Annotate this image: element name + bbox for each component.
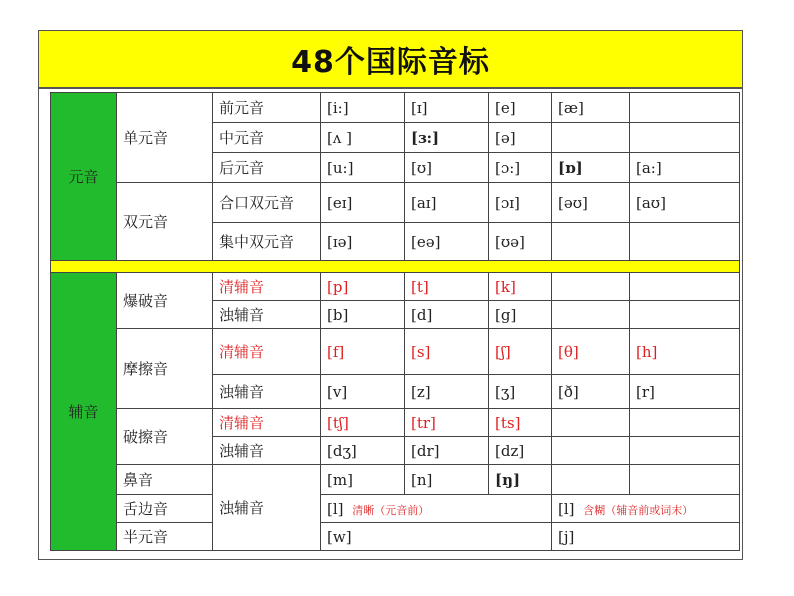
- type-voiced: 浊辅音: [213, 437, 321, 465]
- sound-cell: [æ]: [552, 93, 630, 123]
- sound-lateral-clear: [l]: [327, 499, 344, 518]
- group-fricative: 摩擦音: [117, 329, 213, 409]
- sound-cell: [ɔ:]: [489, 153, 552, 183]
- sound-cell: [630, 93, 740, 123]
- sound-cell: [b]: [321, 301, 405, 329]
- sound-cell: [ŋ]: [489, 465, 552, 495]
- row-fricative-voiceless: [51, 329, 740, 375]
- sound-cell: [eə]: [405, 223, 489, 261]
- row-closing-diphthongs: [51, 183, 740, 223]
- sound-cell: [ɜ:]: [405, 123, 489, 153]
- type-voiceless: 清辅音: [213, 273, 321, 301]
- category-vowels: 元音: [51, 93, 117, 261]
- sound-cell: [552, 465, 630, 495]
- type-front: 前元音: [213, 93, 321, 123]
- sound-cell: [θ]: [552, 329, 630, 375]
- row-nasal: [51, 465, 740, 495]
- sound-cell: [dz]: [489, 437, 552, 465]
- sound-cell: [ts]: [489, 409, 552, 437]
- title-banner: [39, 31, 742, 89]
- group-plosive: 爆破音: [117, 273, 213, 329]
- group-affricate: 破擦音: [117, 409, 213, 465]
- sound-cell: [h]: [630, 329, 740, 375]
- sound-cell: [k]: [489, 273, 552, 301]
- sound-cell: [ʌ ]: [321, 123, 405, 153]
- sound-cell: [e]: [489, 93, 552, 123]
- lateral-dark-cell: [552, 495, 740, 523]
- sound-cell: [eɪ]: [321, 183, 405, 223]
- sound-cell: [552, 123, 630, 153]
- sound-cell: [ʊə]: [489, 223, 552, 261]
- group-lateral: 舌边音: [117, 495, 213, 523]
- type-back: 后元音: [213, 153, 321, 183]
- type-voiceless: 清辅音: [213, 409, 321, 437]
- sound-cell: [ʊ]: [405, 153, 489, 183]
- sound-cell: [630, 465, 740, 495]
- sound-cell: [630, 409, 740, 437]
- sound-cell: [630, 223, 740, 261]
- sound-cell: [630, 123, 740, 153]
- sound-cell: [ð]: [552, 375, 630, 409]
- sound-cell: [əʊ]: [552, 183, 630, 223]
- sound-cell: [ɪ]: [405, 93, 489, 123]
- sound-cell: [g]: [489, 301, 552, 329]
- sound-cell: [z]: [405, 375, 489, 409]
- sound-cell: [552, 409, 630, 437]
- row-front-vowels: [51, 93, 740, 123]
- sound-cell: [p]: [321, 273, 405, 301]
- sound-cell: [552, 223, 630, 261]
- sound-cell: [ɪə]: [321, 223, 405, 261]
- group-semivowel: 半元音: [117, 523, 213, 551]
- type-voiced: 浊辅音: [213, 301, 321, 329]
- sound-cell: [f]: [321, 329, 405, 375]
- sound-cell: [630, 273, 740, 301]
- type-closing: 合口双元音: [213, 183, 321, 223]
- type-voiceless: 清辅音: [213, 329, 321, 375]
- note-dark: 含糊（辅音前或词末）: [583, 503, 694, 517]
- group-nasal: 鼻音: [117, 465, 213, 495]
- page-title: 48个国际音标: [291, 45, 490, 80]
- row-lateral: [51, 495, 740, 523]
- sound-cell: [dʒ]: [321, 437, 405, 465]
- note-clear: 清晰（元音前）: [352, 503, 430, 517]
- group-monophthong: 单元音: [117, 93, 213, 183]
- row-affricate-voiceless: [51, 409, 740, 437]
- sound-cell: [t]: [405, 273, 489, 301]
- sound-cell: [v]: [321, 375, 405, 409]
- separator-bar: [51, 261, 740, 273]
- category-consonants: 辅音: [51, 273, 117, 551]
- sound-cell: [s]: [405, 329, 489, 375]
- sound-cell: [552, 437, 630, 465]
- sound-cell: [ɔɪ]: [489, 183, 552, 223]
- sound-cell: [ʒ]: [489, 375, 552, 409]
- sound-cell: [aɪ]: [405, 183, 489, 223]
- sound-cell: [dr]: [405, 437, 489, 465]
- sound-cell: [d]: [405, 301, 489, 329]
- row-plosive-voiceless: [51, 273, 740, 301]
- sound-cell: [ɒ]: [552, 153, 630, 183]
- sound-cell: [552, 301, 630, 329]
- sound-cell: [tʃ]: [321, 409, 405, 437]
- sound-cell: [n]: [405, 465, 489, 495]
- sound-cell: [j]: [552, 523, 740, 551]
- row-semivowel: [51, 523, 740, 551]
- sound-cell: [m]: [321, 465, 405, 495]
- sound-cell: [u:]: [321, 153, 405, 183]
- sound-cell: [a:]: [630, 153, 740, 183]
- group-diphthong: 双元音: [117, 183, 213, 261]
- sound-cell: [630, 301, 740, 329]
- sound-cell: [630, 437, 740, 465]
- sound-cell: [r]: [630, 375, 740, 409]
- separator-row: [51, 261, 740, 273]
- sound-cell: [aʊ]: [630, 183, 740, 223]
- sound-cell: [w]: [321, 523, 552, 551]
- type-voiced: 浊辅音: [213, 465, 321, 551]
- sound-cell: [ʃ]: [489, 329, 552, 375]
- sound-cell: [ə]: [489, 123, 552, 153]
- type-centering: 集中双元音: [213, 223, 321, 261]
- sound-cell: [tr]: [405, 409, 489, 437]
- sound-cell: [552, 273, 630, 301]
- lateral-clear-cell: [321, 495, 552, 523]
- sound-lateral-dark: [l]: [558, 499, 575, 518]
- sound-cell: [i:]: [321, 93, 405, 123]
- type-central: 中元音: [213, 123, 321, 153]
- ipa-table: [50, 92, 740, 551]
- type-voiced: 浊辅音: [213, 375, 321, 409]
